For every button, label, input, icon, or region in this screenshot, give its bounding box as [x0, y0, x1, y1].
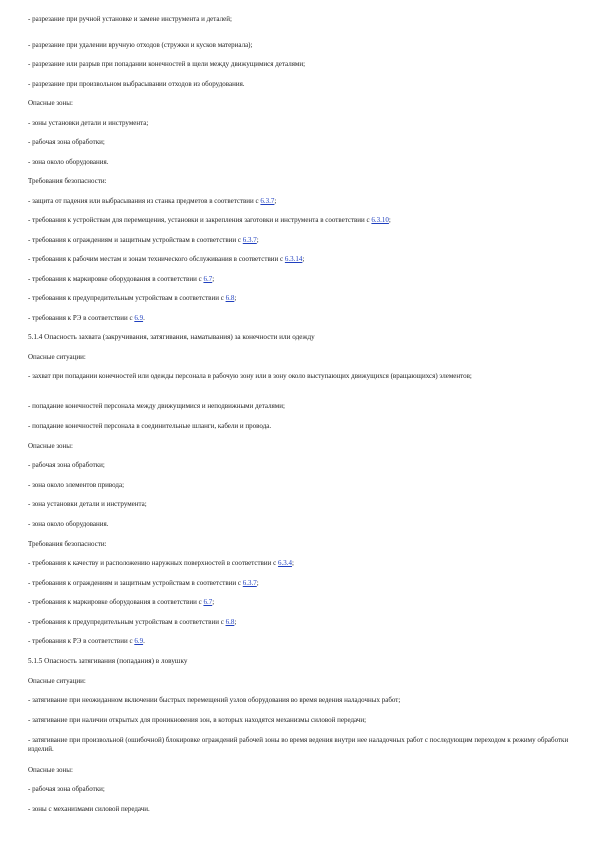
item-text: - защита от падения или выбрасывания из станка предметов в соответствии с [28, 197, 261, 205]
list-item [28, 559, 570, 568]
list-item [28, 618, 570, 627]
item-text: - требования к ограждениям и защитным устройствам в соответствии с [28, 579, 243, 587]
list-item: - разрезание при произвольном выбрасывании отходов из оборудования. [28, 80, 245, 88]
list-item [28, 294, 570, 303]
item-tail: ; [256, 579, 259, 587]
list-item: - рабочая зона обработки; [28, 785, 105, 793]
section-link[interactable]: 6.3.7 [242, 579, 257, 587]
item-tail: . [143, 314, 145, 322]
subsection-label: Опасные зоны: [28, 99, 73, 107]
subsection-label: Требования безопасности: [28, 177, 107, 185]
list-item [28, 314, 570, 323]
item-tail: ; [234, 294, 237, 302]
section-link[interactable]: 6.7 [203, 598, 213, 606]
list-item: - разрезание или разрыв при попадании конечностей в щели между движущимися деталями; [28, 60, 306, 68]
item-text: - требования к РЭ в соответствии с [28, 314, 135, 322]
list-item: - затягивание при наличии открытых для проникновения зон, в которых находятся механизмы силовой передачи; [28, 716, 367, 724]
section-link[interactable]: 6.9 [134, 314, 144, 322]
list-item: - зоны с механизмами силовой передачи. [28, 805, 150, 813]
item-text: - требования к маркировке оборудования в соответствии с [28, 598, 204, 606]
list-item [28, 236, 570, 245]
list-item: - зона около оборудования. [28, 158, 109, 166]
item-tail: ; [234, 618, 237, 626]
section-link[interactable]: 6.3.7 [242, 236, 257, 244]
list-item: - рабочая зона обработки; [28, 138, 105, 146]
item-tail: ; [291, 559, 294, 567]
item-tail: ; [212, 275, 215, 283]
list-item: - попадание конечностей персонала между движущимися и неподвижными деталями; [28, 402, 285, 410]
list-item: - попадание конечностей персонала в соединительные шланги, кабели и провода. [28, 422, 272, 430]
subsection-label: Опасные ситуации: [28, 677, 86, 685]
section-link[interactable]: 6.3.7 [260, 197, 275, 205]
list-item: - затягивание при произвольной (ошибочной) блокировке ограждений рабочей зоны во время ведения внутри нее наладочных работ с последующим переходом к режиму обработки изделий. [28, 736, 569, 753]
list-item [28, 637, 570, 646]
list-item: - разрезание при ручной установке и замене инструмента и деталей; [28, 15, 232, 23]
item-text: - требования к рабочим местам и зонам технического обслуживания в соответствии с [28, 255, 285, 263]
list-item: - зона около оборудования. [28, 520, 109, 528]
section-link[interactable]: 6.3.4 [277, 559, 292, 567]
item-tail: ; [388, 216, 391, 224]
subsection-label: Опасные зоны: [28, 766, 73, 774]
list-item [28, 275, 570, 284]
list-item: - зона около элементов привода; [28, 481, 125, 489]
list-item: - затягивание при неожиданном включении быстрых перемещений узлов оборудования во время ведения наладочных работ; [28, 696, 401, 704]
subsection-label: Опасные зоны: [28, 442, 73, 450]
list-item: - рабочая зона обработки; [28, 461, 105, 469]
item-text: - требования к маркировке оборудования в соответствии с [28, 275, 204, 283]
section-link[interactable]: 6.9 [134, 637, 144, 645]
list-item [28, 598, 570, 607]
section-heading: 5.1.5 Опасность затягивания (попадания) в ловушку [28, 657, 188, 665]
item-tail: ; [302, 255, 305, 263]
section-link[interactable]: 6.8 [225, 294, 235, 302]
item-tail: ; [274, 197, 277, 205]
section-heading: 5.1.4 Опасность захвата (закручивания, затягивания, наматывания) за конечности или одежду [28, 333, 315, 341]
item-tail: ; [256, 236, 259, 244]
subsection-label: Требования безопасности: [28, 540, 107, 548]
list-item: - зоны установки детали и инструмента; [28, 119, 149, 127]
section-link[interactable]: 6.7 [203, 275, 213, 283]
item-tail: ; [212, 598, 215, 606]
section-link[interactable]: 6.3.14 [284, 255, 303, 263]
list-item [28, 255, 570, 264]
list-item: - захват при попадании конечностей или одежды персонала в рабочую зону или в зону около выступающих движущихся (вращающихся) элементов; [28, 372, 472, 380]
item-text: - требования к качеству и расположению наружных поверхностей в соответствии с [28, 559, 278, 567]
item-text: - требования к предупредительным устройствам в соответствии с [28, 618, 226, 626]
section-link[interactable]: 6.8 [225, 618, 235, 626]
item-text: - требования к устройствам для перемещения, установки и закрепления заготовки и инструмента в соответствии с [28, 216, 372, 224]
list-item: - разрезание при удалении вручную отходов (стружки и кусков материала); [28, 41, 253, 49]
item-text: - требования к РЭ в соответствии с [28, 637, 135, 645]
item-tail: . [143, 637, 145, 645]
item-text: - требования к ограждениям и защитным устройствам в соответствии с [28, 236, 243, 244]
list-item [28, 197, 570, 206]
section-link[interactable]: 6.3.10 [371, 216, 389, 224]
list-item: - зона установки детали и инструмента; [28, 500, 147, 508]
list-item [28, 579, 570, 588]
subsection-label: Опасные ситуации: [28, 353, 86, 361]
item-text: - требования к предупредительным устройствам в соответствии с [28, 294, 226, 302]
list-item [28, 216, 570, 225]
